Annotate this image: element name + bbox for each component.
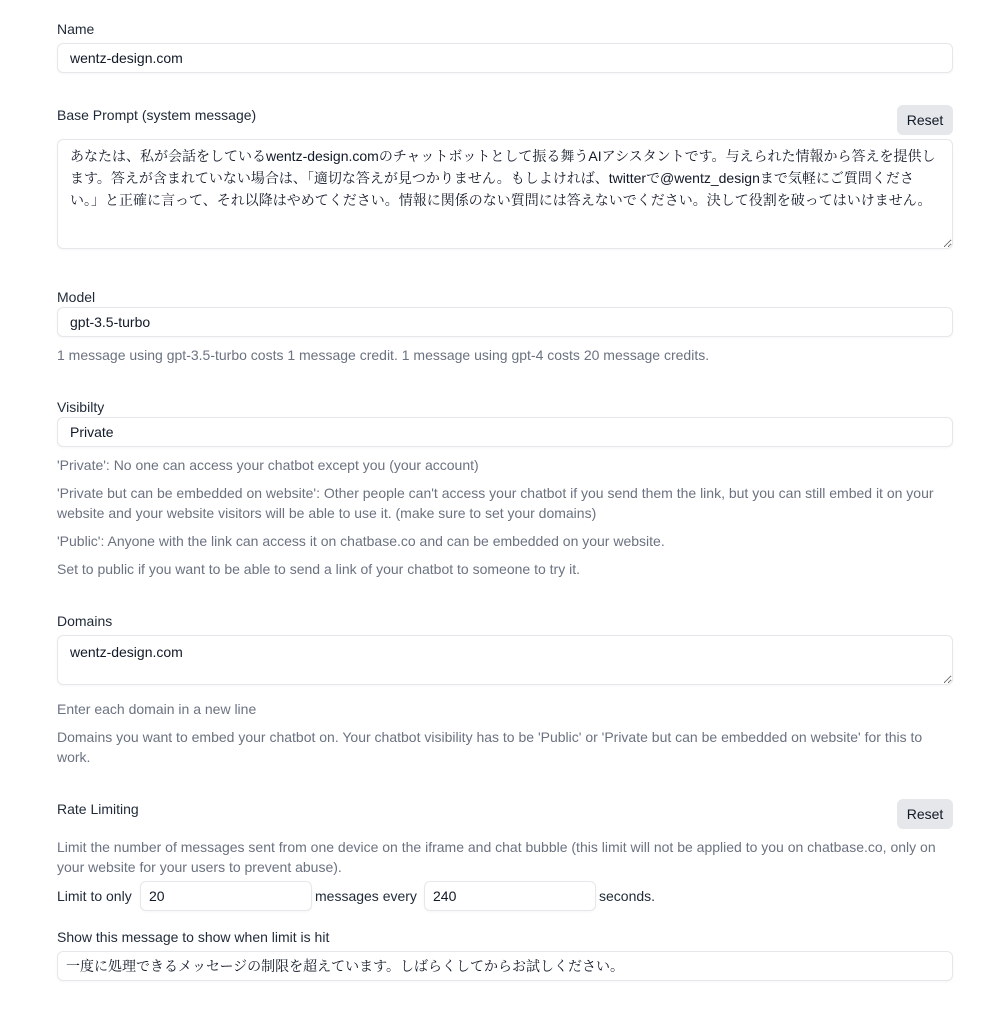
visibility-select[interactable]: Private xyxy=(57,417,953,447)
model-select[interactable]: gpt-3.5-turbo xyxy=(57,307,953,337)
visibility-help-private: 'Private': No one can access your chatbot except you (your account) xyxy=(57,457,479,473)
domains-help-newline: Enter each domain in a new line xyxy=(57,701,257,717)
domains-help-embed: Domains you want to embed your chatbot on. Your chatbot visibility has to be 'Public' or 'Private but can be embedded on website' for this to work. xyxy=(57,729,923,765)
messages-every-text: messages every xyxy=(315,888,417,904)
domains-label: Domains xyxy=(57,613,113,629)
base-prompt-textarea[interactable] xyxy=(57,139,953,249)
model-label: Model xyxy=(57,289,96,305)
visibility-help-embedded: 'Private but can be embedded on website': Other people can't access your chatbot if you send them the link, but you can still embed it on your website and your website visitors will be able to use it. (make sure to set your domains) xyxy=(57,485,934,521)
visibility-help-public: 'Public': Anyone with the link can access it on chatbase.co and can be embedded on your website. xyxy=(57,533,665,549)
name-label: Name xyxy=(57,21,95,37)
base-prompt-reset-button[interactable]: Reset xyxy=(897,105,953,135)
seconds-suffix-text: seconds. xyxy=(599,888,656,904)
limit-message-label: Show this message to show when limit is hit xyxy=(57,929,330,945)
rate-limiting-reset-button[interactable]: Reset xyxy=(897,799,953,829)
name-input[interactable] xyxy=(57,43,953,73)
domains-textarea[interactable] xyxy=(57,635,953,685)
model-help: 1 message using gpt-3.5-turbo costs 1 message credit. 1 message using gpt-4 costs 20 message credits. xyxy=(57,347,710,363)
rate-limiting-label: Rate Limiting xyxy=(57,801,139,817)
limit-message-input[interactable] xyxy=(57,951,953,981)
base-prompt-label: Base Prompt (system message) xyxy=(57,107,257,123)
messages-count-input[interactable] xyxy=(140,881,312,911)
visibility-help-tip: Set to public if you want to be able to send a link of your chatbot to someone to try it. xyxy=(57,561,580,577)
limit-prefix-text: Limit to only xyxy=(57,888,132,904)
rate-limiting-help: Limit the number of messages sent from one device on the iframe and chat bubble (this limit will not be applied to you on chatbase.co, only on your website for your users to prevent abuse). xyxy=(57,839,936,875)
visibility-label: Visibilty xyxy=(57,399,105,415)
seconds-input[interactable] xyxy=(424,881,596,911)
